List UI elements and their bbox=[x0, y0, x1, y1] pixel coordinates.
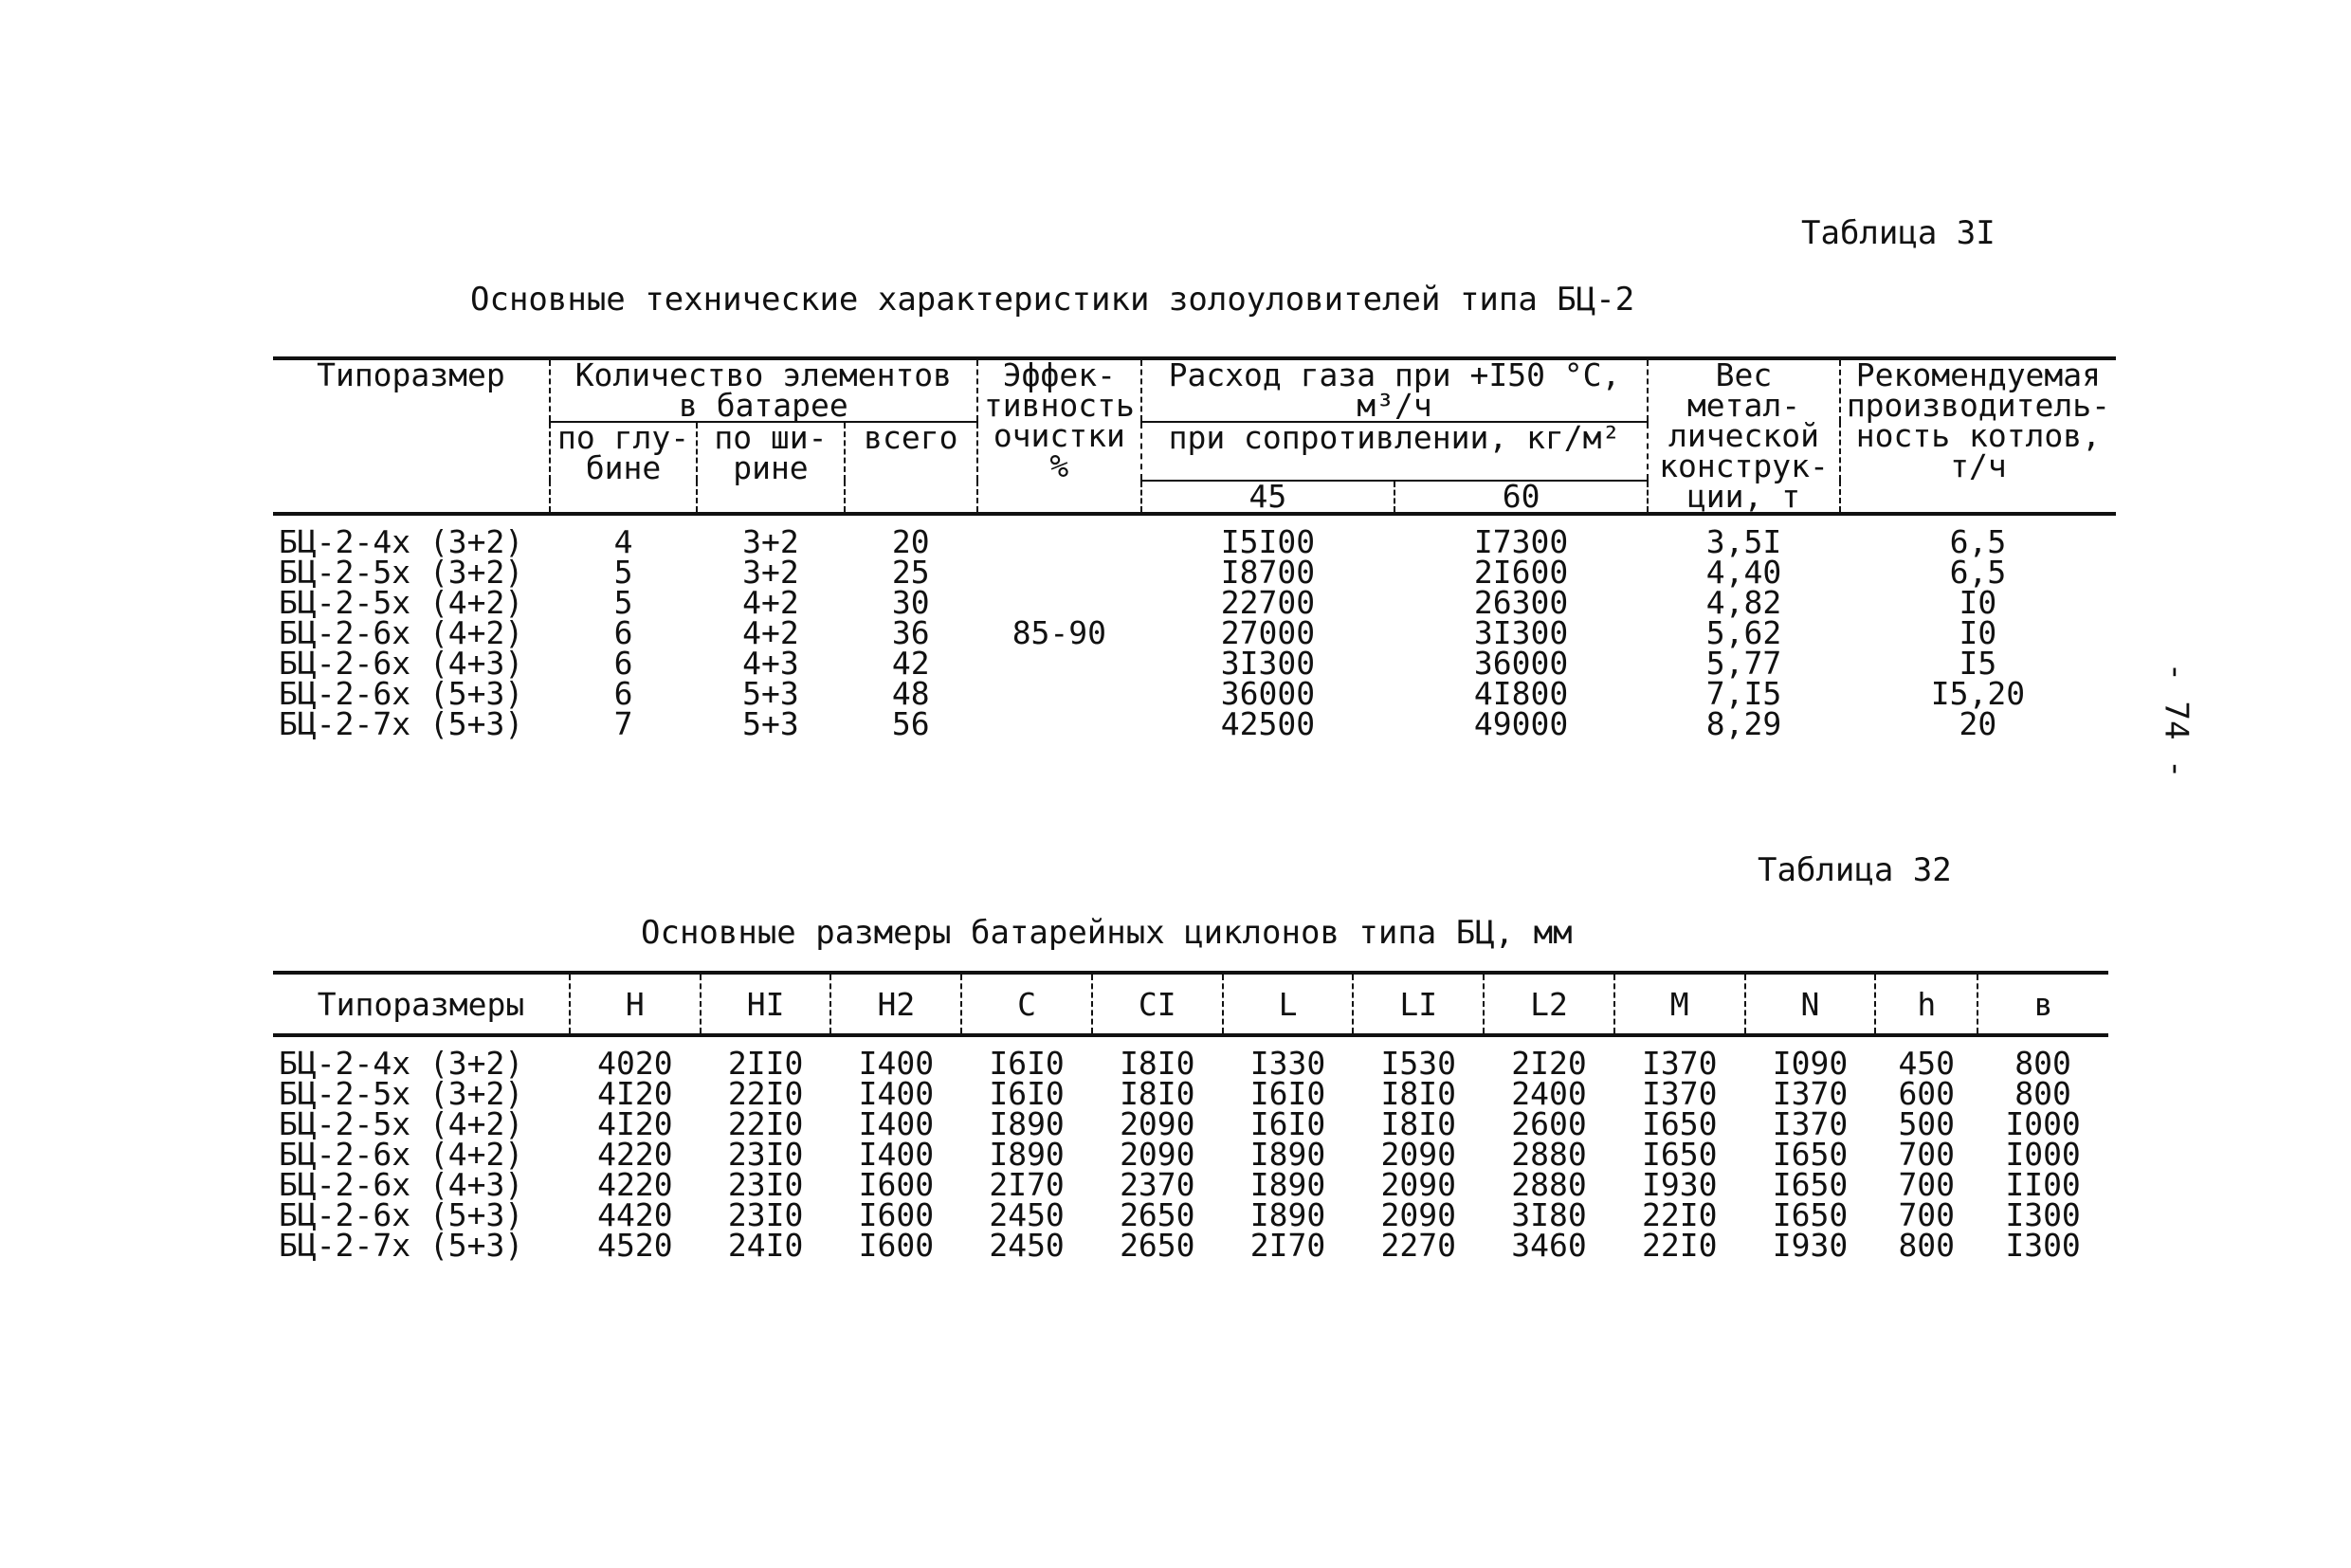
table-row: БЦ-2-5х (3+2) 5 3+2 25 I8700 2I600 4,40 6,5 bbox=[279, 554, 2007, 591]
header-c1: CI bbox=[1092, 973, 1223, 1035]
table-row: БЦ-2-7х (5+3) 4520 24I0 I600 2450 2650 2I70 2270 3460 22I0 I930 800 I300 bbox=[279, 1227, 2081, 1264]
header-r60: 60 bbox=[1394, 481, 1648, 514]
table32-label: Таблица 32 bbox=[1758, 851, 1952, 889]
header-b: в bbox=[1977, 973, 2108, 1035]
header-n: N bbox=[1745, 973, 1876, 1035]
efficiency-value: 85-90 bbox=[1011, 614, 1107, 651]
table-row: БЦ-2-5х (4+2) 4I20 22I0 I400 I890 2090 I6I0 I8I0 2600 I650 I370 500 I000 bbox=[279, 1105, 2081, 1142]
header-c: C bbox=[961, 973, 1092, 1035]
header-efficiency: Эффек-тивность очистки % bbox=[977, 358, 1141, 514]
table32-title: Основные размеры батарейных циклонов типа БЦ, мм bbox=[641, 914, 1573, 952]
table-row: БЦ-2-6х (5+3) 6 5+3 48 36000 4I800 7,I5 I5,20 bbox=[279, 675, 2026, 712]
header-width: по ши-рине bbox=[697, 422, 844, 514]
header-weight: Вес метал-лической конструк-ции, т bbox=[1648, 358, 1840, 514]
table-row: БЦ-2-6х (4+3) 4220 23I0 I600 2I70 2370 I890 2090 2880 I930 I650 700 II00 bbox=[279, 1166, 2081, 1203]
table-row: БЦ-2-6х (4+2) 4220 23I0 I400 I890 2090 I890 2090 2880 I650 I650 700 I000 bbox=[279, 1136, 2081, 1173]
header-h-small: h bbox=[1875, 973, 1977, 1035]
header-l: L bbox=[1223, 973, 1354, 1035]
table-row: БЦ-2-4х (3+2) 4 3+2 20 85-90 I5I00 I7300 3,5I 6,5 bbox=[273, 527, 2116, 557]
table-row: БЦ-2-5х (3+2) 4I20 22I0 I400 I6I0 I8I0 I6I0 I8I0 2400 I370 I370 600 800 bbox=[279, 1075, 2071, 1112]
header-boiler: Рекомендуемая производитель-ность котлов, т/ч bbox=[1840, 358, 2116, 514]
header-m: M bbox=[1614, 973, 1745, 1035]
header-type: Типоразмер bbox=[273, 358, 550, 514]
page-number: - 74 - bbox=[2157, 662, 2196, 779]
table31-title: Основные технические характеристики золоуловителей типа БЦ-2 bbox=[470, 281, 1635, 319]
header-resistance: при сопротивлении, кг/м² bbox=[1141, 422, 1648, 481]
table31 bbox=[273, 356, 2116, 742]
table-row: БЦ-2-5х (4+2) 5 4+2 30 22700 26300 4,82 I0 bbox=[279, 584, 1997, 621]
header-gas-flow: Расход газа при +I50 °С, м³/ч bbox=[1141, 358, 1648, 422]
header-h: H bbox=[570, 973, 701, 1035]
header-count: Количество элементов в батарее bbox=[550, 358, 977, 422]
header-h2: H2 bbox=[830, 973, 961, 1035]
header-l2: L2 bbox=[1484, 973, 1614, 1035]
table31-label: Таблица 3I bbox=[1801, 214, 1996, 252]
table-row: БЦ-2-6х (4+2) 6 4+2 36 27000 3I300 5,62 I0 bbox=[279, 614, 1997, 651]
header-types: Типоразмеры bbox=[273, 973, 570, 1035]
header-l1: LI bbox=[1353, 973, 1484, 1035]
table-row: БЦ-2-7х (5+3) 7 5+3 56 42500 49000 8,29 20 bbox=[279, 705, 1997, 742]
table-row: БЦ-2-6х (5+3) 4420 23I0 I600 2450 2650 I890 2090 3I80 22I0 I650 700 I300 bbox=[279, 1196, 2081, 1233]
table-row: БЦ-2-4х (3+2) 4020 2II0 I400 I6I0 I8I0 I330 I530 2I20 I370 I090 450 800 bbox=[279, 1045, 2071, 1082]
header-total: всего bbox=[845, 422, 977, 514]
table32 bbox=[273, 971, 2108, 1264]
header-r45: 45 bbox=[1141, 481, 1394, 514]
header-h1: HI bbox=[701, 973, 831, 1035]
table-row: БЦ-2-6х (4+3) 6 4+3 42 3I300 36000 5,77 I5 bbox=[279, 645, 1997, 682]
header-depth: по глу-бине bbox=[550, 422, 697, 514]
